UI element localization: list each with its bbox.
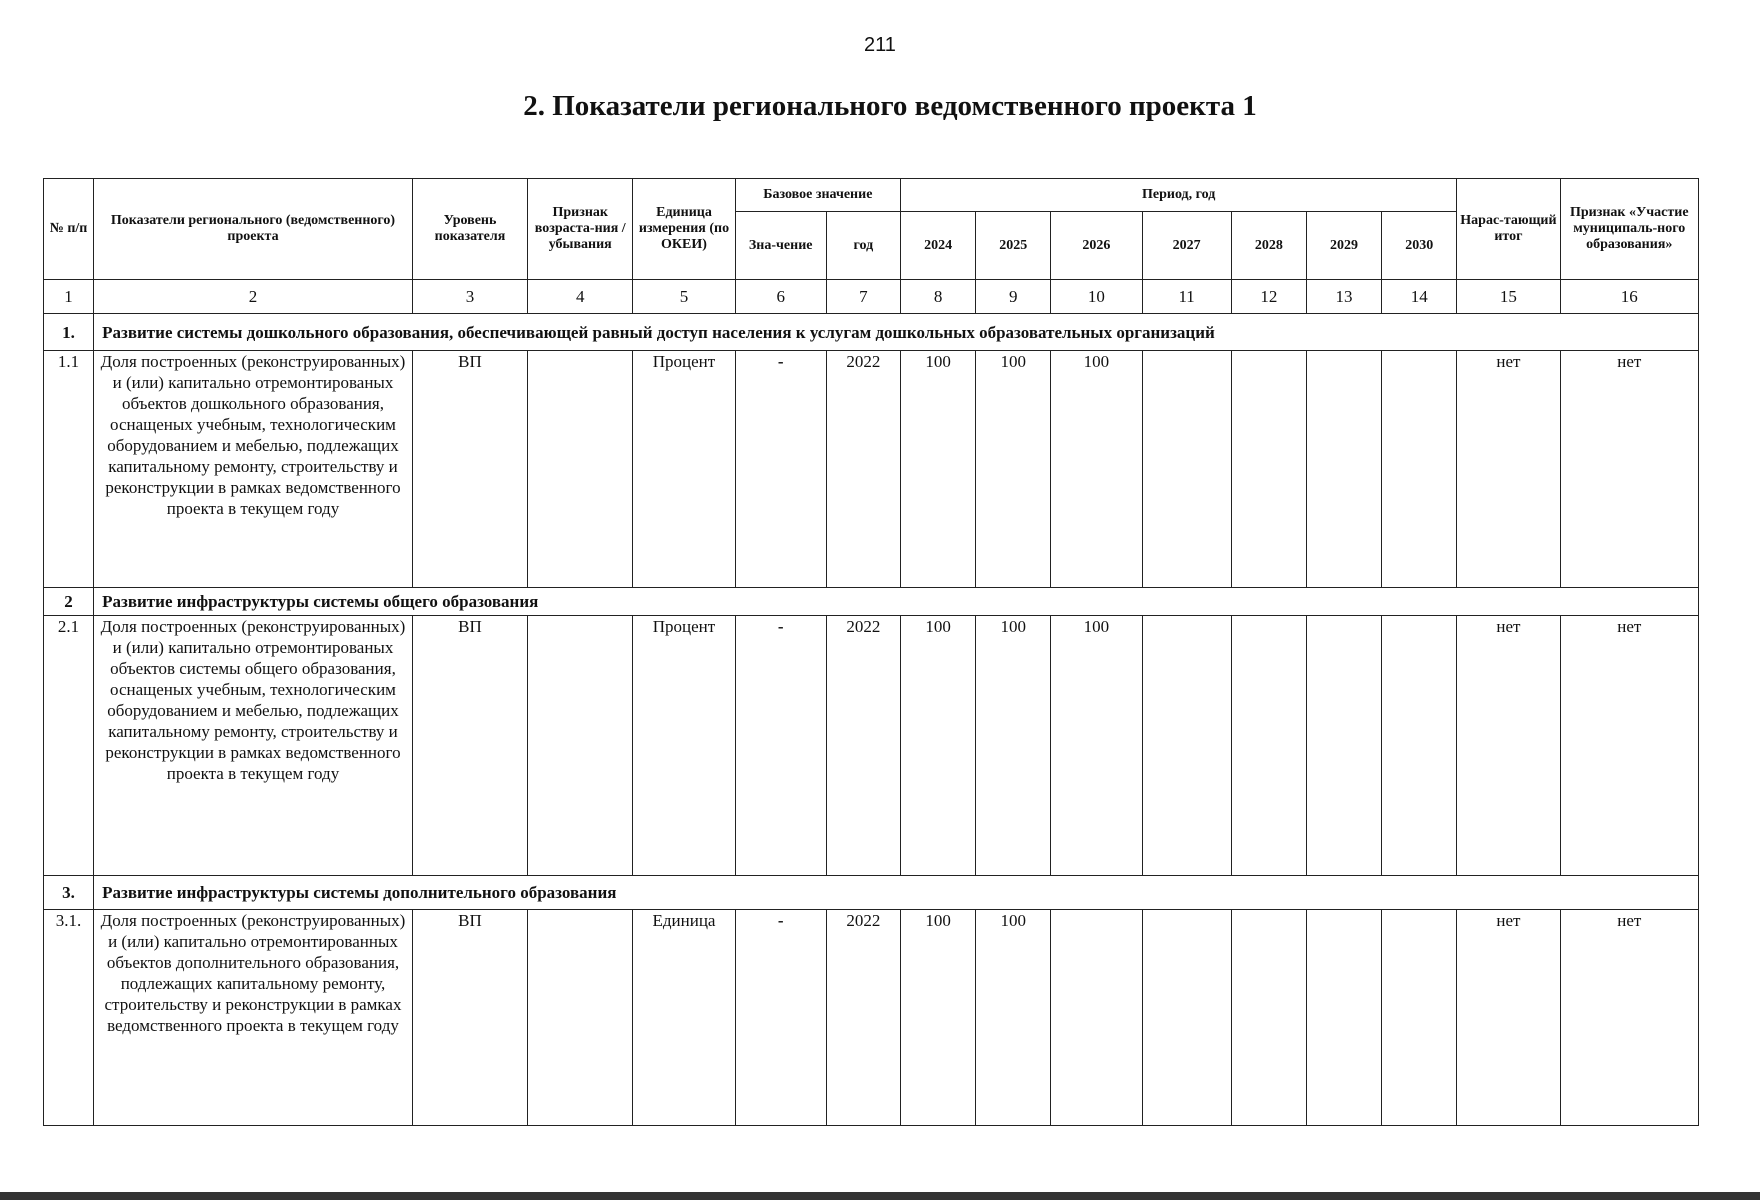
header-year: 2027	[1142, 212, 1231, 280]
page-number: 211	[864, 34, 896, 56]
year-value-cell	[1306, 351, 1381, 588]
header-year: 2030	[1382, 212, 1457, 280]
scan-edge-divider	[0, 1192, 1760, 1200]
year-value-cell: 100	[1051, 616, 1142, 876]
header-year: 2026	[1051, 212, 1142, 280]
unit-cell: Единица	[633, 910, 735, 1126]
base-year-cell: 2022	[826, 351, 900, 588]
header-indicator: Показатели регионального (ведомственного) проекта	[94, 179, 413, 280]
trend-cell	[528, 616, 633, 876]
section-title: Развитие инфраструктуры системы общего образования	[94, 588, 1699, 616]
column-number: 5	[633, 280, 735, 314]
column-number: 16	[1560, 280, 1698, 314]
column-number: 15	[1457, 280, 1560, 314]
page-title: 2. Показатели регионального ведомственного проекта 1	[523, 90, 1257, 122]
section-number: 1.	[44, 314, 94, 351]
header-level: Уровень показателя	[412, 179, 527, 280]
year-value-cell	[1142, 910, 1231, 1126]
year-value-cell: 100	[976, 351, 1051, 588]
column-number: 12	[1231, 280, 1306, 314]
header-year: 2028	[1231, 212, 1306, 280]
base-year-cell: 2022	[826, 910, 900, 1126]
column-number: 2	[94, 280, 413, 314]
column-number: 14	[1382, 280, 1457, 314]
base-year-cell: 2022	[826, 616, 900, 876]
section-number: 2	[44, 588, 94, 616]
cumulative-cell: нет	[1457, 910, 1560, 1126]
header-year: 2024	[900, 212, 975, 280]
year-value-cell	[1306, 910, 1381, 1126]
level-cell: ВП	[412, 351, 527, 588]
row-number: 2.1	[44, 616, 94, 876]
year-value-cell	[1051, 910, 1142, 1126]
column-number: 13	[1306, 280, 1381, 314]
column-number: 3	[412, 280, 527, 314]
level-cell: ВП	[412, 910, 527, 1126]
level-cell: ВП	[412, 616, 527, 876]
table-row	[44, 616, 1699, 876]
column-number: 6	[735, 280, 826, 314]
year-value-cell	[1382, 910, 1457, 1126]
column-number: 7	[826, 280, 900, 314]
column-number: 1	[44, 280, 94, 314]
year-value-cell: 100	[900, 910, 975, 1126]
municipal-cell: нет	[1560, 910, 1698, 1126]
section-title: Развитие системы дошкольного образования, обеспечивающей равный доступ населения к услугам дошкольных образовательных организаций	[94, 314, 1699, 351]
column-number: 4	[528, 280, 633, 314]
year-value-cell	[1142, 616, 1231, 876]
table-row	[44, 910, 1699, 1126]
header-base-year: год	[826, 212, 900, 280]
column-numbers-row	[44, 280, 1699, 314]
header-municipal: Признак «Участие муниципаль-ного образования»	[1560, 179, 1698, 280]
header-num: № п/п	[44, 179, 94, 280]
indicator-name: Доля построенных (реконструированных) и (или) капитально отремонтированых объектов дошкольного образования, оснащеных учебным, технологическим оборудованием и мебелью, подлежащих капитальному ремонту, строительству и реконструкции в рамках ведомственного проекта в текущем году	[94, 351, 413, 588]
year-value-cell: 100	[1051, 351, 1142, 588]
year-value-cell: 100	[976, 910, 1051, 1126]
row-number: 1.1	[44, 351, 94, 588]
year-value-cell: 100	[900, 351, 975, 588]
section-row	[44, 588, 1699, 616]
header-period: Период, год	[900, 179, 1456, 212]
section-row	[44, 876, 1699, 910]
year-value-cell	[1231, 910, 1306, 1126]
base-value-cell: -	[735, 616, 826, 876]
row-number: 3.1.	[44, 910, 94, 1126]
year-value-cell	[1231, 616, 1306, 876]
trend-cell	[528, 910, 633, 1126]
section-title: Развитие инфраструктуры системы дополнительного образования	[94, 876, 1699, 910]
indicators-table	[43, 178, 1699, 1126]
header-unit: Единица измерения (по ОКЕИ)	[633, 179, 735, 280]
year-value-cell: 100	[900, 616, 975, 876]
unit-cell: Процент	[633, 351, 735, 588]
header-cumulative: Нарас-тающий итог	[1457, 179, 1560, 280]
indicator-name: Доля построенных (реконструированных) и (или) капитально отремонтированных объектов дополнительного образования, подлежащих капитальному ремонту, строительству и реконструкции в рамках ведомственного проекта в текущем году	[94, 910, 413, 1126]
year-value-cell	[1306, 616, 1381, 876]
column-number: 10	[1051, 280, 1142, 314]
header-base-value: Зна-чение	[735, 212, 826, 280]
header-trend: Признак возраста-ния / убывания	[528, 179, 633, 280]
table-row	[44, 351, 1699, 588]
year-value-cell	[1231, 351, 1306, 588]
year-value-cell	[1142, 351, 1231, 588]
column-number: 11	[1142, 280, 1231, 314]
header-year: 2025	[976, 212, 1051, 280]
cumulative-cell: нет	[1457, 351, 1560, 588]
municipal-cell: нет	[1560, 351, 1698, 588]
base-value-cell: -	[735, 351, 826, 588]
header-year: 2029	[1306, 212, 1381, 280]
section-row	[44, 314, 1699, 351]
column-number: 8	[900, 280, 975, 314]
column-number: 9	[976, 280, 1051, 314]
cumulative-cell: нет	[1457, 616, 1560, 876]
section-number: 3.	[44, 876, 94, 910]
base-value-cell: -	[735, 910, 826, 1126]
header-base: Базовое значение	[735, 179, 900, 212]
year-value-cell	[1382, 351, 1457, 588]
indicator-name: Доля построенных (реконструированных) и (или) капитально отремонтированых объектов системы общего образования, оснащеных учебным, технологическим оборудованием и мебелью, подлежащих капитальному ремонту, строительству и реконструкции в рамках ведомственного проекта в текущем году	[94, 616, 413, 876]
unit-cell: Процент	[633, 616, 735, 876]
year-value-cell	[1382, 616, 1457, 876]
municipal-cell: нет	[1560, 616, 1698, 876]
year-value-cell: 100	[976, 616, 1051, 876]
trend-cell	[528, 351, 633, 588]
